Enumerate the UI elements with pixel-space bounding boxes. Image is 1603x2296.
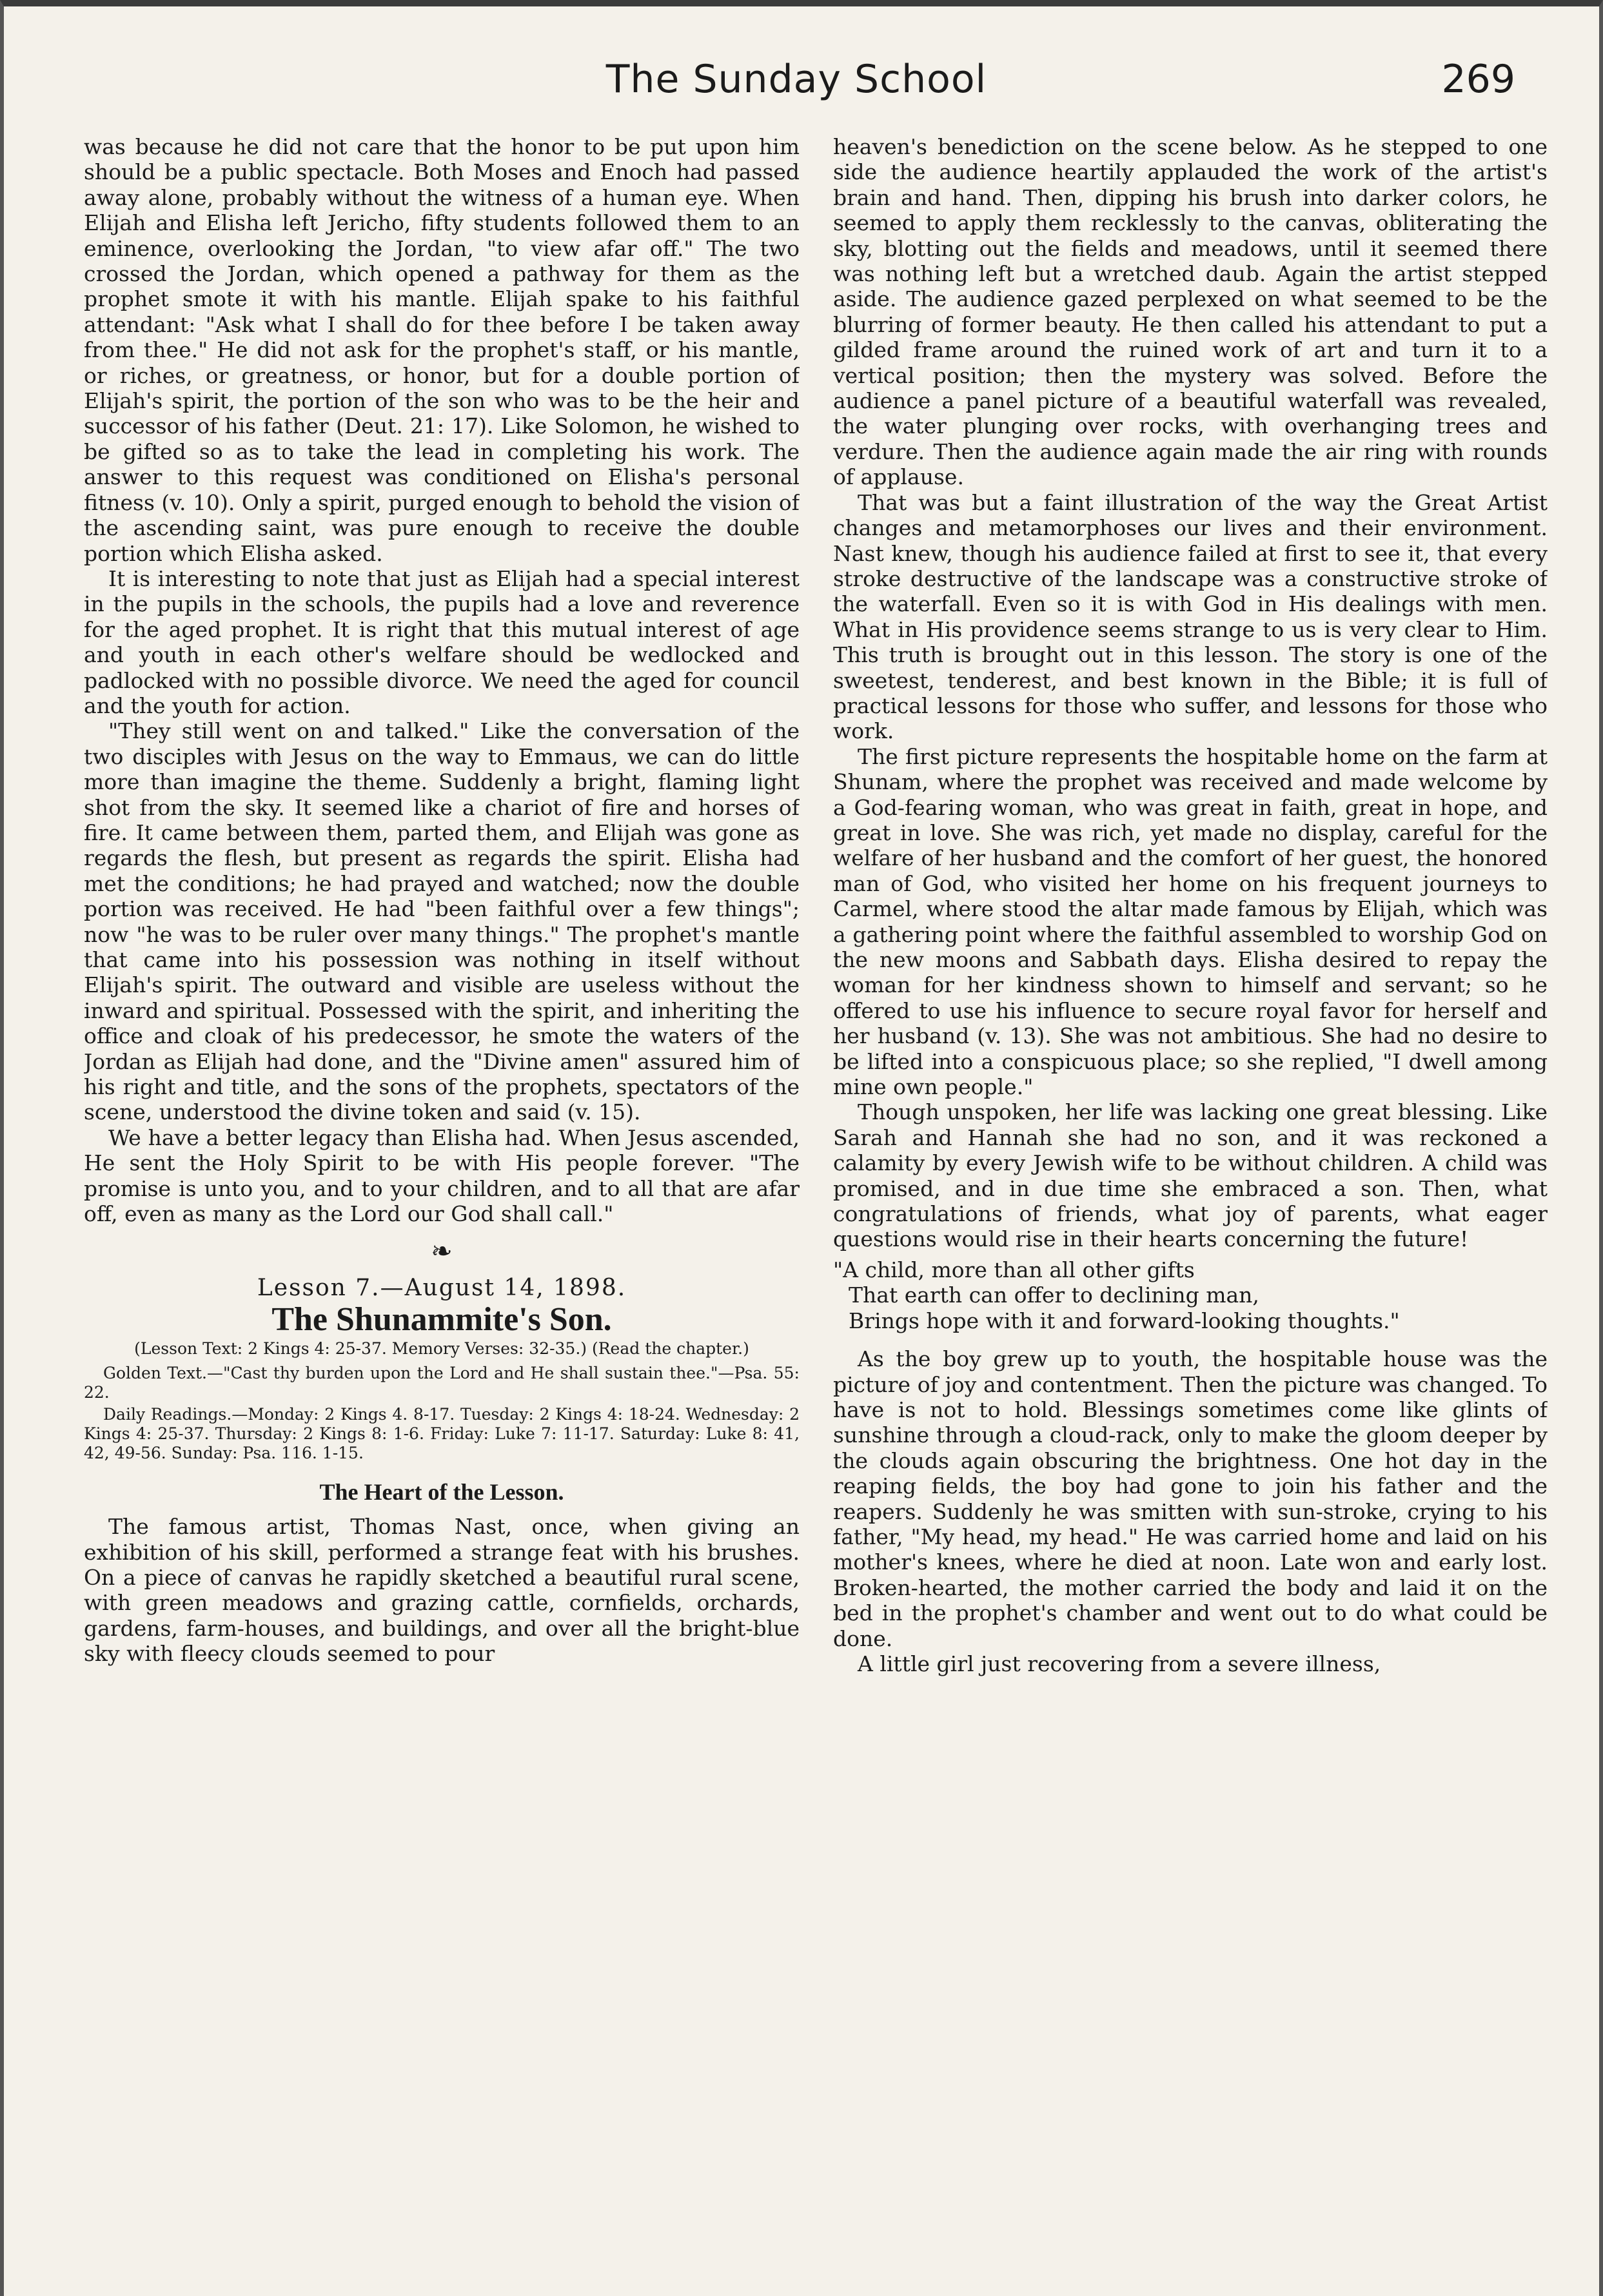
paragraph: As the boy grew up to youth, the hospitable house was the picture of joy and contentment. Then the picture was changed. To have is not to hold. Blessings sometimes come like glints of sunshine through a cloud-rack, only to make the gloom deeper by the clouds again obscuring the brightness. One hot day in the reaping fields, the boy had gone to join his father and the reapers. Suddenly he was smitten with sun-stroke, crying to his father, "My head, my head." He was carried home and laid on his mother's knees, where he died at noon. Late won and early lost. Broken-hearted, the mother carried the body and laid it on the bed in the prophet's chamber and went out to do what could be done. bbox=[833, 1346, 1548, 1651]
left-column bbox=[84, 134, 800, 2223]
paragraph: A little girl just recovering from a severe illness, bbox=[858, 1651, 1381, 1676]
paragraph: The first picture represents the hospitable home on the farm at Shunam, where the prophet was received and made welcome by a God-fearing woman, who was great in faith, great in hope, and great in love. She was rich, yet made no display, careful for the welfare of her husband and the comfort of her guest, the honored man of God, who visited her home on his frequent journeys to Carmel, where stood the altar made famous by Elijah, which was a gathering point where the faithful assembled to worship God on the new moons and Sabbath days. Elisha desired to repay the woman for her kindness shown to himself and servant; so he offered to use his influence to secure royal favor for herself and her husband (v. 13). She was not ambitious. She had no desire to be lifted into a conspicuous place; so she replied, "I dwell among mine own people." bbox=[833, 743, 1548, 1100]
paragraph: Though unspoken, her life was lacking one great blessing. Like Sarah and Hannah she had no son, and it was reckoned a calamity by every Jewish wife to be without children. A child was promised, and in due time she embraced a son. Then, what congratulations of friends, what joy of parents, what eager questions would rise in their hearts concerning the future! bbox=[833, 1099, 1548, 1252]
ornament-icon: ❧ bbox=[431, 1237, 453, 1267]
verse-line: Brings hope with it and forward-looking thoughts." bbox=[849, 1308, 1400, 1333]
lesson-title: The Shunammite's Son. bbox=[271, 1301, 612, 1339]
section-heading: The Heart of the Lesson. bbox=[319, 1478, 564, 1505]
page-number: 269 bbox=[1441, 57, 1515, 102]
paragraph: We have a better legacy than Elisha had. When Jesus ascended, He sent the Holy Spirit to be with His people forever. "The promise is unto you, and to your children, and to all that are afar off, even as many as the Lord our God shall call." bbox=[84, 1124, 800, 1227]
paragraph: "They still went on and talked." Like the conversation of the two disciples with Jesus on the way to Emmaus, we can do little more than imagine the theme. Suddenly a bright, flaming light shot from the sky. It seemed like a chariot of fire and horses of fire. It came between them, parted them, and Elijah was gone as regards the flesh, but present as regards the spirit. Elisha had met the conditions; he had prayed and watched; now the double portion was received. He had "been faithful over a few things"; now "he was to be ruler over many things." The prophet's mantle that came into his possession was nothing in itself without Elijah's spirit. The outward and visible are useless without the inward and spiritual. Possessed with the spirit, and inheriting the office and cloak of his predecessor, he smote the waters of the Jordan as Elijah had done, and the "Divine amen" assured him of his right and title, and the sons of the prophets, spectators of the scene, understood the divine token and said (v. 15). bbox=[84, 718, 800, 1125]
verse-line: "A child, more than all other gifts bbox=[833, 1257, 1195, 1282]
lesson-number: Lesson 7.—August 14, 1898. bbox=[257, 1274, 627, 1301]
verse-quote bbox=[833, 1257, 1548, 1333]
page-header bbox=[77, 57, 1515, 115]
verse-line: That earth can offer to declining man, bbox=[849, 1282, 1259, 1308]
paragraph: It is interesting to note that just as Elijah had a special interest in the pupils in the schools, the pupils had a love and reverence for the aged prophet. It is right that this mutual interest of age and youth in each other's welfare should be wedlocked and padlocked with no possible divorce. We need the aged for council and the youth for action. bbox=[84, 565, 800, 718]
golden-text: Golden Text.—"Cast thy burden upon the Lord and He shall sustain thee."—Psa. 55: 22. bbox=[84, 1363, 800, 1402]
daily-readings: Daily Readings.—Monday: 2 Kings 4. 8-17. Tuesday: 2 Kings 4: 18-24. Wednesday: 2 Kings 4: 25-37. Thursday: 2 Kings 8: 1-6. Friday: Luke 7: 11-17. Saturday: Luke 8: 41, 42, 49-56. Sunday: Psa. 116. 1-15. bbox=[84, 1404, 800, 1462]
right-column bbox=[833, 134, 1548, 2223]
paragraph: was because he did not care that the honor to be put upon him should be a public spectacle. Both Moses and Enoch had passed away alone, probably without the witness of a human eye. When Elijah and Elisha left Jericho, fifty students followed them to an eminence, overlooking the Jordan, "to view afar off." The two crossed the Jordan, which opened a pathway for them as the prophet smote it with his mantle. Elijah spake to his faithful attendant: "Ask what I shall do for thee before I be taken away from thee." He did not ask for the prophet's staff, or his mantle, or riches, or greatness, or honor, but for a double portion of Elijah's spirit, the portion of the son who was to be the heir and successor of his father (Deut. 21: 17). Like Solomon, he wished to be gifted so as to take the lead in completing his work. The answer to this request was conditioned on Elisha's personal fitness (v. 10). Only a spirit, purged enough to behold the vision of the ascending saint, was pure enough to receive the double portion which Elisha asked. bbox=[84, 134, 800, 566]
lesson-text: (Lesson Text: 2 Kings 4: 25-37. Memory Verses: 32-35.) (Read the chapter.) bbox=[134, 1339, 749, 1358]
paragraph: That was but a faint illustration of the way the Great Artist changes and metamorphoses our lives and their environment. Nast knew, though his audience failed at first to see it, that every stroke destructive of the landscape was a constructive stroke of the waterfall. Even so it is with God in His dealings with men. What in His providence seems strange to us is very clear to Him. This truth is brought out in this lesson. The story is one of the sweetest, tenderest, and best known in the Bible; it is full of practical lessons for those who suffer, and lessons for those who work. bbox=[833, 489, 1548, 744]
paragraph: heaven's benediction on the scene below. As he stepped to one side the audience heartily applauded the work of the artist's brain and hand. Then, dipping his brush into darker colors, he seemed to apply them recklessly to the canvas, obliterating the sky, blotting out the fields and meadows, until it seemed there was nothing left but a wretched daub. Again the artist stepped aside. The audience gazed perplexed on what seemed to be the blurring of former beauty. He then called his attendant to put a gilded frame around the ruined work of art and turn it to a vertical position; then the mystery was solved. Before the audience a panel picture of a beautiful waterfall was revealed, the water plunging over rocks, with overhanging trees and verdure. Then the audience again made the air ring with rounds of applause. bbox=[833, 134, 1548, 490]
paragraph: The famous artist, Thomas Nast, once, when giving an exhibition of his skill, performed a strange feat with his brushes. On a piece of canvas he rapidly sketched a beautiful rural scene, with green meadows and grazing cattle, cornfields, orchards, gardens, farm-houses, and buildings, and over all the bright-blue sky with fleecy clouds seemed to pour bbox=[84, 1514, 800, 1667]
running-title: The Sunday School bbox=[605, 57, 987, 102]
